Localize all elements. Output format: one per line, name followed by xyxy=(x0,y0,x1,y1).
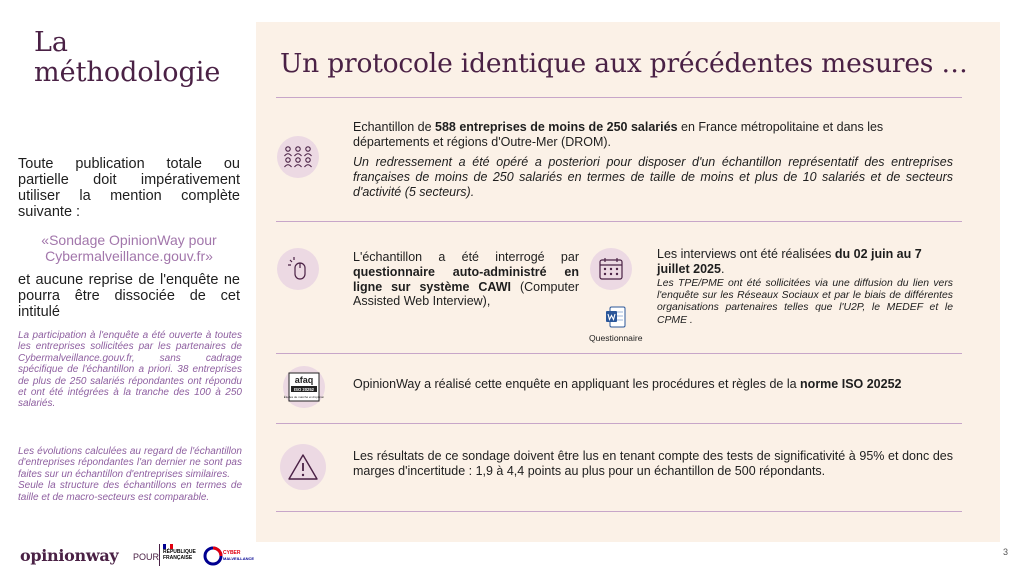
divider xyxy=(276,511,962,512)
mention-intro: Toute publication totale ou partielle doit impérativement utiliser la mention complète suivante : xyxy=(18,156,240,220)
republique-francaise-logo xyxy=(163,544,201,568)
norm-bold: norme ISO 20252 xyxy=(800,377,902,391)
page-title-line2: méthodologie xyxy=(34,57,221,88)
rf-text-line2: FRANÇAISE xyxy=(163,555,193,562)
mention-end: et aucune reprise de l'enquête ne pourra être dissociée de cet intitulé xyxy=(18,272,240,320)
mention-quote-line2: Cybermalveillance.gouv.fr» xyxy=(45,248,213,264)
word-document-icon xyxy=(606,306,626,328)
mention-quote xyxy=(18,232,240,264)
afaq-line1: afaq xyxy=(294,375,314,385)
page-number: 3 xyxy=(1002,547,1008,557)
people-icon-wrapper xyxy=(277,136,319,178)
dates-text xyxy=(657,247,957,277)
afaq-line3: Études de marché et d'opinion xyxy=(283,395,325,399)
divider xyxy=(276,221,962,222)
cmv-text-line2: MALVEILLANCE xyxy=(223,556,255,561)
footer-divider xyxy=(159,544,160,566)
sample-text xyxy=(353,120,953,150)
opinionway-logo: opinionway xyxy=(20,546,119,565)
mouse-icon-wrapper xyxy=(277,248,319,290)
method-text xyxy=(353,250,579,309)
evolution-note xyxy=(18,446,242,503)
divider xyxy=(276,97,962,98)
calendar-icon-wrapper xyxy=(590,248,632,290)
method-bold: questionnaire auto-administré en ligne sur système CAWI xyxy=(353,264,579,294)
sample-prefix: Echantillon de xyxy=(353,120,436,134)
afaq-line2: ISO 20252 xyxy=(293,387,315,392)
sample-bold: 588 entreprises de moins de 250 salariés xyxy=(435,120,678,134)
norm-prefix: OpinionWay a réalisé cette enquête en appliquant les procédures et règles de la xyxy=(353,377,801,391)
redress-text: Un redressement a été opéré a posteriori pour disposer d'un échantillon représentatif des entreprises françaises de moins de 250 salariés en termes de taille de moins et plus de 10 salariés et de secteurs d'activité (5 secteurs). xyxy=(353,155,953,199)
afaq-icon-wrapper xyxy=(283,366,325,408)
norm-text xyxy=(353,377,953,392)
cybermalveillance-logo xyxy=(204,544,255,568)
divider xyxy=(276,423,962,424)
dates-bold: du 02 juin au 7 juillet 2025 xyxy=(657,247,922,276)
sample-suffix: en France métropolitaine et dans les départements et régions d'Outre-Mer (DROM). xyxy=(353,120,884,149)
mouse-click-icon xyxy=(285,255,311,283)
evolution-note-part2: Seule la structure des échantillons en termes de taille et de macro-secteurs est comparable. xyxy=(18,480,242,503)
warning-icon-wrapper xyxy=(280,444,326,490)
page-title xyxy=(34,28,220,88)
mention-quote-line1: «Sondage OpinionWay pour xyxy=(41,232,217,248)
method-suffix: (Computer Assisted Web Interview), xyxy=(353,279,579,309)
page-title-line1: La xyxy=(34,27,69,58)
people-group-icon xyxy=(282,144,314,170)
warning-text: Les résultats de ce sondage doivent être lus en tenant compte des tests de significativité à 95% et donc des marges d'incertitude : 1,9 à 4,4 points au plus pour un échantillon de 500 répondants. xyxy=(353,449,953,478)
participation-note: La participation à l'enquête a été ouverte à toutes les entreprises sollicitées par les partenaires de Cybermalveillance.gouv.fr, sans cadrage spécifique de l'échantillon a priori. 38 entreprises de plus de 250 salariés répondantes ont répondu et ont été intégrées à la tranche des 100 à 250 salariés. xyxy=(18,330,242,410)
section-title: Un protocole identique aux précédentes mesures … xyxy=(280,48,968,79)
footer-pour: POUR xyxy=(133,552,160,562)
method-prefix: L'échantillon a été interrogé par xyxy=(353,250,579,264)
dates-prefix: Les interviews ont été réalisées xyxy=(657,247,835,261)
rf-text-line1: RÉPUBLIQUE xyxy=(163,549,196,555)
calendar-icon xyxy=(597,256,625,282)
warning-icon xyxy=(287,452,319,482)
dates-detail: Les TPE/PME ont été sollicitées via une diffusion du lien vers l'enquête sur les Réseaux Sociaux et par le biais de différentes organisations partenaires telles que l'U2P, le MEDEF et le CPME . xyxy=(657,278,953,326)
cmv-text-line1: CYBER xyxy=(223,550,241,556)
divider xyxy=(276,353,962,354)
cybermalveillance-icon xyxy=(204,544,255,568)
evolution-note-part1: Les évolutions calculées au regard de l'échantillon d'entreprises répondantes l'an dernier ne sont pas faites sur un échantillon d'entreprises similaires. xyxy=(18,446,242,480)
dates-suffix: . xyxy=(720,261,725,276)
questionnaire-label: Questionnaire xyxy=(589,333,643,343)
afaq-certification-icon xyxy=(283,370,325,404)
